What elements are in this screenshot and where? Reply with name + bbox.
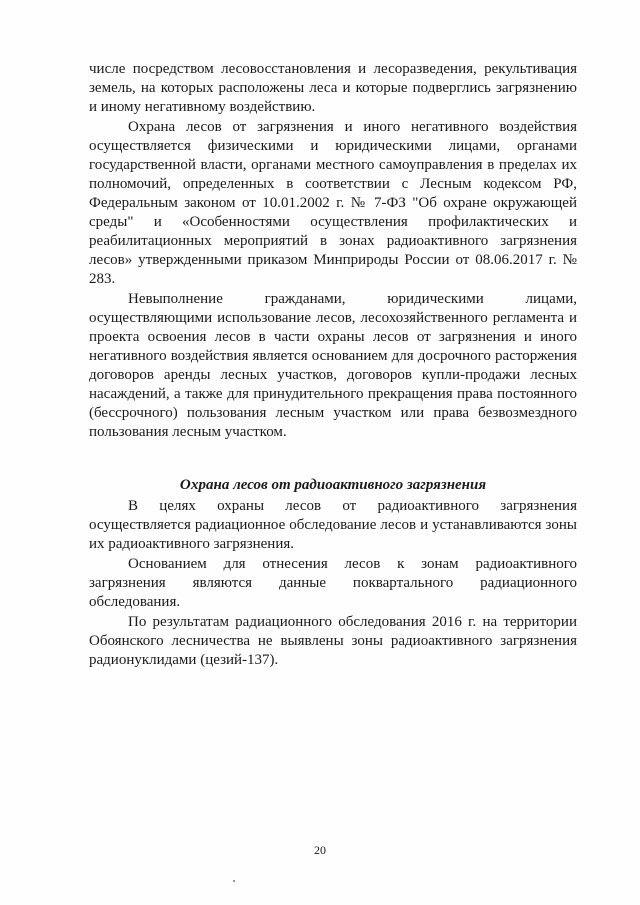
paragraph-radiation-survey: В целях охраны лесов от радиоактивного загрязнения осуществляется радиационное обследование лесов и устанавливаются зоны их радиоактивного загрязнения. xyxy=(89,498,577,552)
page-number: 20 xyxy=(314,843,326,857)
document-body xyxy=(89,60,577,670)
section-heading: Охрана лесов от радиоактивного загрязнения xyxy=(179,477,487,493)
paragraph-pollution-protection: Охрана лесов от загрязнения и иного негативного воздействия осуществляется физическими и юридическими лицами, органами государственной власти, органами местного самоуправления в пределах их полномочий, определенных в соответствии с Лесным кодексом РФ, Федеральным законом от 10.01.2002 г. № 7-ФЗ "Об охране окружающей среды" и «Особенностями осуществления профилактических и реабилитационных мероприятий в зонах радиоактивного загрязнения лесов» утвержденными приказом Минприроды России от 08.06.2017 г. № 283. xyxy=(89,119,577,287)
paragraph-continuation: числе посредством лесовосстановления и лесоразведения, рекультивация земель, на которых расположены леса и которые подверглись загрязнению и иному негативному воздействию. xyxy=(89,61,577,115)
paragraph-zone-basis: Основанием для отнесения лесов к зонам радиоактивного загрязнения являются данные поквартального радиационного обследования. xyxy=(89,556,577,610)
scan-speck xyxy=(233,880,235,882)
paragraph-non-compliance: Невыполнение гражданами, юридическими лицами, осуществляющими использование лесов, лесохозяйственного регламента и проекта освоения лесов в части охраны лесов от загрязнения и иного негативного воздействия является основанием для досрочного расторжения договоров аренды лесных участков, договоров купли-продажи лесных насаждений, а также для принудительного прекращения права постоянного (бессрочного) пользования лесным участком или права безвозмездного пользования лесным участком. xyxy=(89,291,577,440)
paragraph-survey-results: По результатам радиационного обследования 2016 г. на территории Обоянского лесничества не выявлены зоны радиоактивного загрязнения радионуклидами (цезий-137). xyxy=(89,614,577,668)
